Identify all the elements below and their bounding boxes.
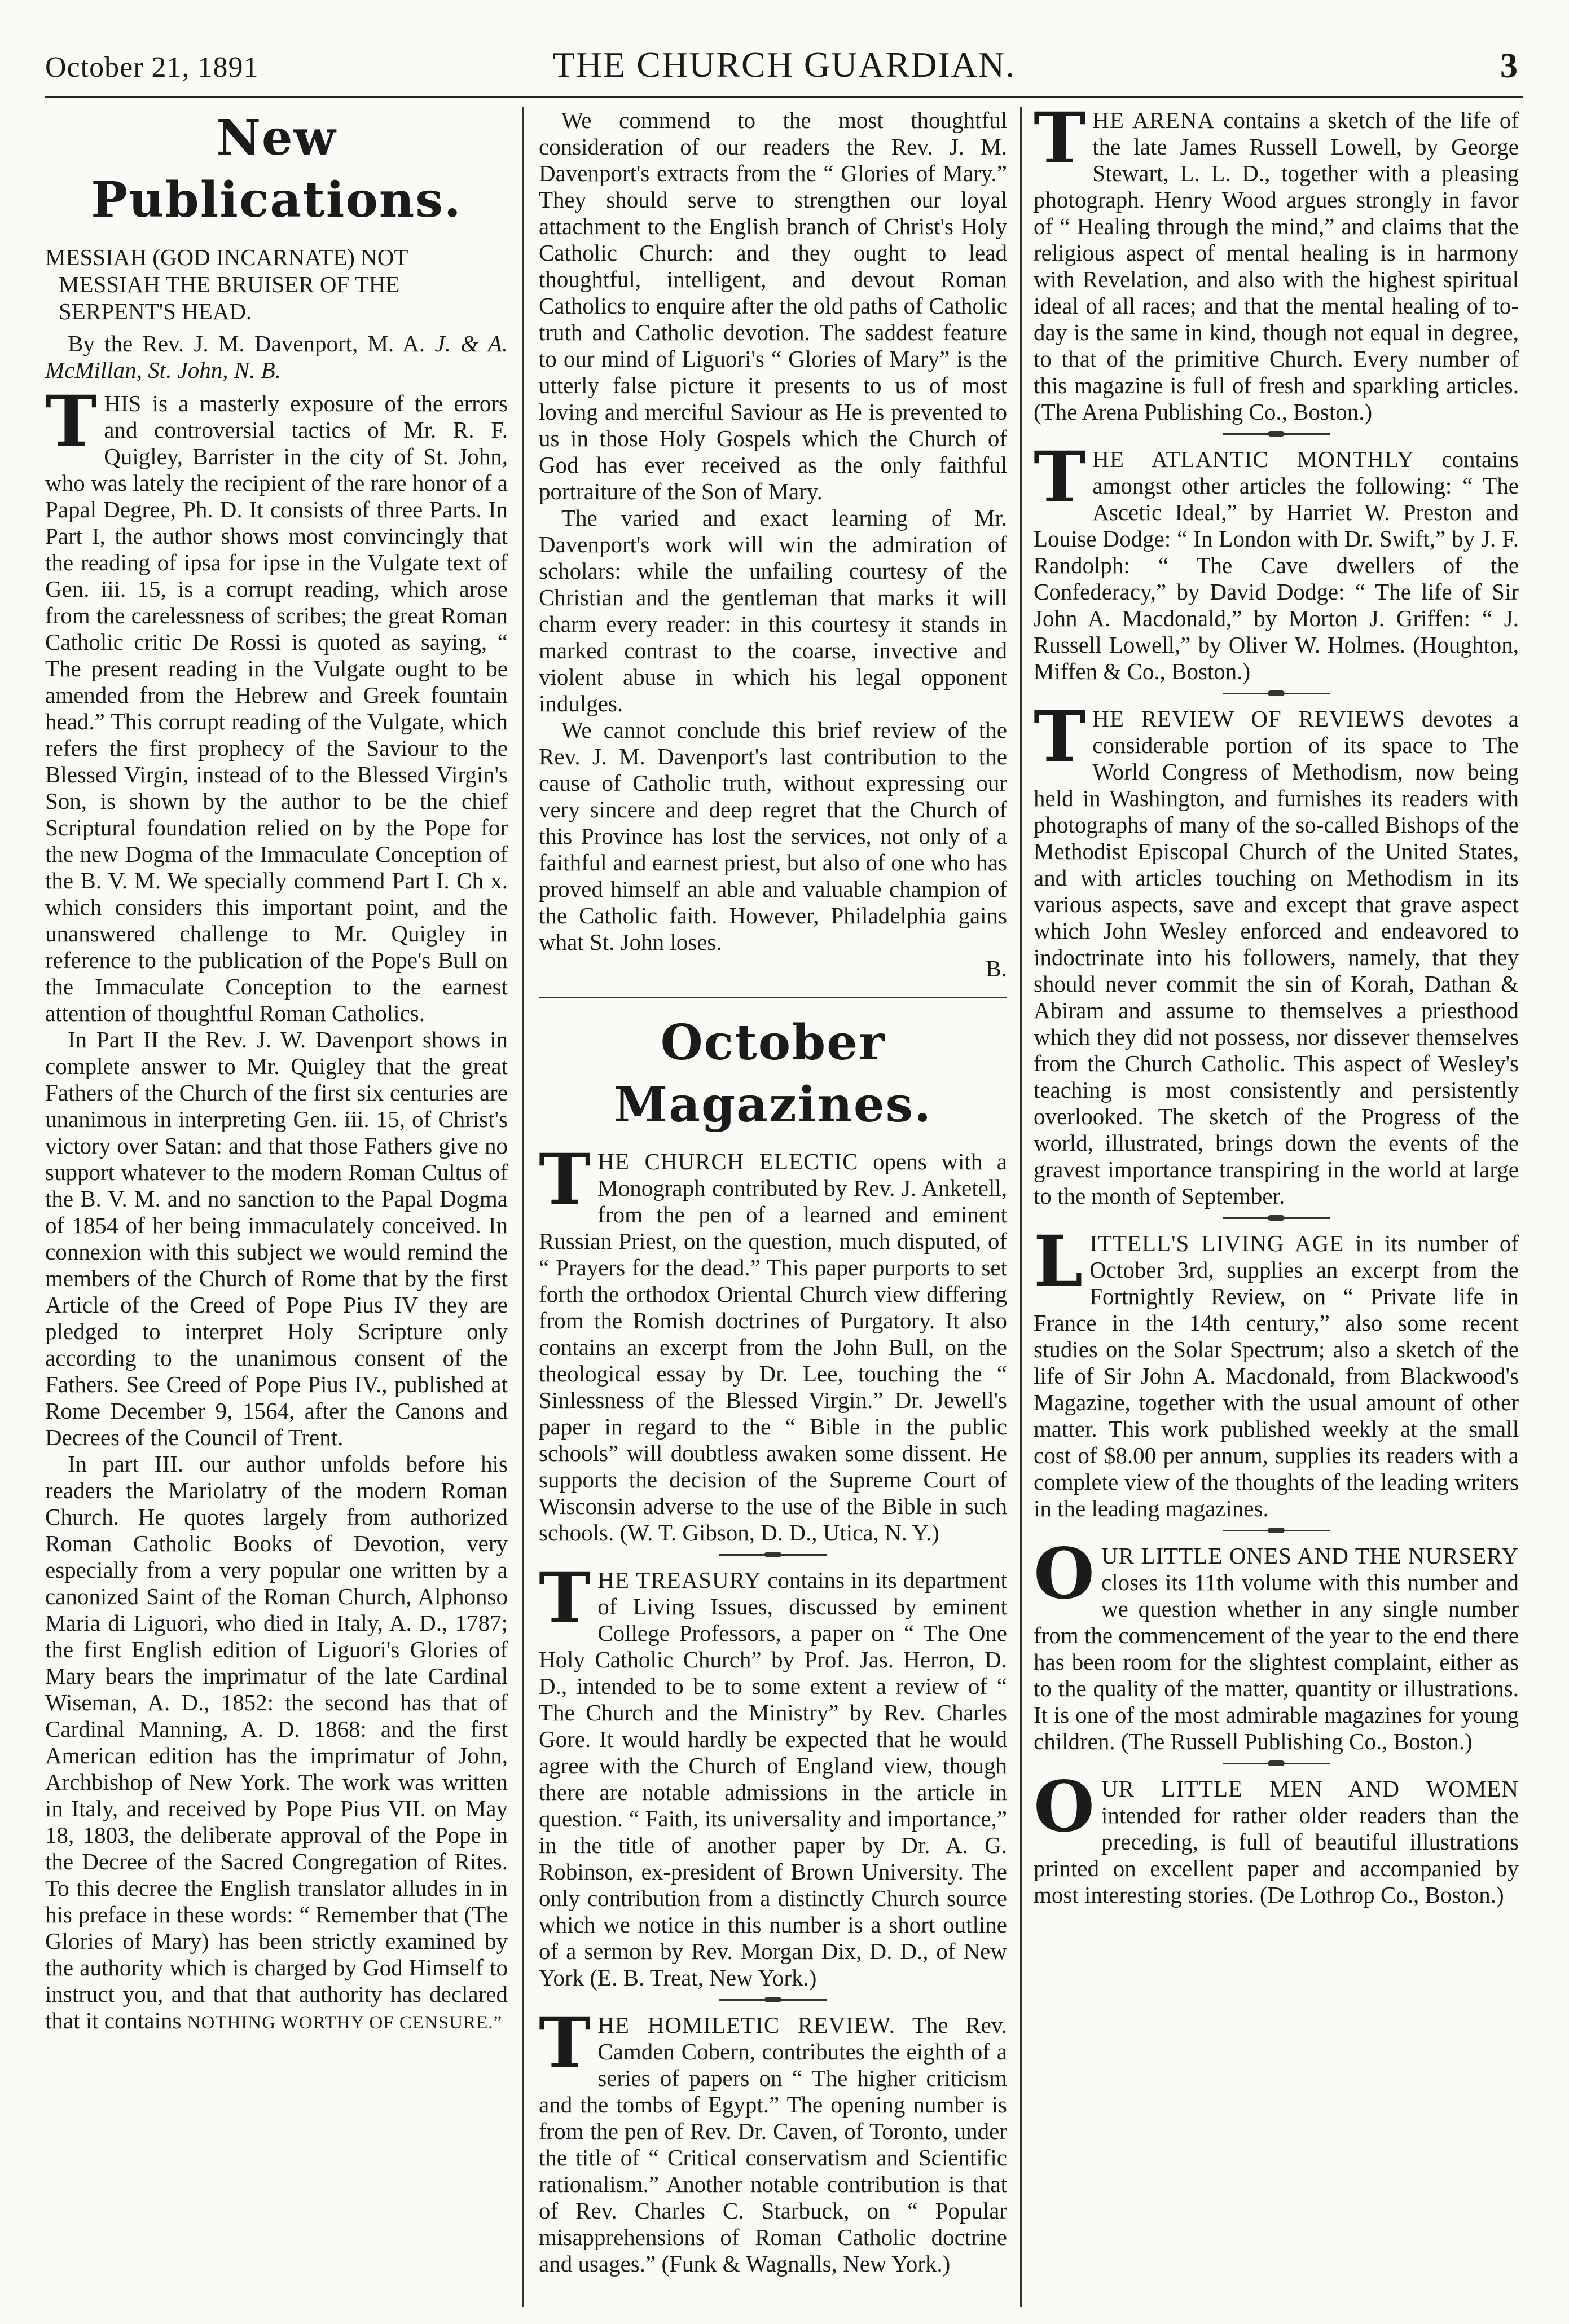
magazine-notice xyxy=(539,1139,1007,1546)
review-paragraph: In Part II the Rev. J. W. Davenport shows in complete answer to Mr. Quigley that the great Fathers of the Church of the first six centuries are unanimous in interpreting Gen. iii. 15, of Christ's victory over Satan: and that those Fathers give no support whatever to the modern Roman Cultus of the B. V. M. and no sanction to the Papal Dogma of 1854 of her being immaculately conceived. In connexion with this subject we would remind the members of the Church of Rome that by the first Article of the Creed of Pope Pius IV they are pledged to interpret Holy Scripture only according to the unanimous consent of the Fathers. See Creed of Pope Pius IV., published at Rome December 9, 1564, after the Canons and Decrees of the Council of Trent. xyxy=(45,1027,508,1450)
magazine-name: HE REVIEW OF REVIEWS xyxy=(1092,706,1405,732)
paragraph-text: HIS is a masterly exposure of the errors and controversial tactics of Mr. R. F. Quigley, Barrister in the city of St. John, who was lately the recipient of the rare honor of a Papal Degree, Ph. D. It consists of three Parts. In Part I, the author shows most convincingly that the reading of ipsa for ipse in the Vulgate text of Gen. iii. 15, is a corrupt reading, which arose from the carelessness of scribes; the great Roman Catholic critic De Rossi is quoted as saying, “ The present reading in the Vulgate ought to be amended from the Hebrew and Greek fountain head.” This corrupt reading of the Vulgate, which refers the first prophecy of the Saviour to the Blessed Virgin, instead of to the Blessed Virgin's Son, is shown by the author to be the chief Scriptural foundation relied on by the Pope for the new Dogma of the Immaculate Conception of the B. V. M. We specially commend Part I. Ch x. which considers this important point, and the unanswered challenge to Mr. Quigley in reference to the publication of the Pope's Bull on the Immaculate Conception to the earnest attention of thoughtful Roman Catholics. xyxy=(45,390,508,1026)
ornament-divider xyxy=(1223,1763,1330,1764)
magazine-notice xyxy=(539,2002,1007,2277)
drop-cap: O xyxy=(1034,1766,1095,1848)
magazine-notice xyxy=(539,1557,1007,1991)
magazine-notice xyxy=(1034,696,1519,1209)
review-paragraph xyxy=(45,1451,508,2036)
magazine-name: HE ATLANTIC MONTHLY xyxy=(1092,446,1414,472)
drop-cap: T xyxy=(539,1139,591,1221)
drop-cap: T xyxy=(539,1557,591,1639)
page-number: 3 xyxy=(1500,47,1518,85)
magazine-name: HE TREASURY xyxy=(597,1567,762,1593)
magazine-notice xyxy=(1034,437,1519,685)
magazine-notice xyxy=(1034,1766,1519,1908)
signature: B. xyxy=(986,956,1007,981)
section-heading-october-magazines: October Magazines. xyxy=(614,1014,932,1133)
drop-cap: T xyxy=(45,381,98,463)
notice-text: devotes a considerable portion of its space to The World Congress of Methodism, now being held in Washington, and furnishes its readers with photographs of many of the so-called Bishops of the Methodist Episcopal Church of the United States, and with articles touching on Methodism in its various aspects, save and except that grave aspect which John Wesley enforced and endeavored to indoctrinate into his followers, namely, that they should never commit the sin of Korah, Dathan & Abiram and assume to themselves a priesthood which they did not possess, nor dissever themselves from the Church Catholic. This aspect of Wesley's teaching is most consistently and persistently overlooked. The sketch of the Progress of the world, illustrated, brings down the events of the gravest importance transpiring in the world at large to the month of September. xyxy=(1034,706,1519,1209)
magazine-name: UR LITTLE ONES AND THE NURSERY xyxy=(1101,1543,1519,1569)
magazine-notice xyxy=(1034,107,1519,425)
column-2 xyxy=(539,107,1007,2307)
ornament-divider xyxy=(1223,433,1330,435)
magazine-notice xyxy=(1034,1533,1519,1755)
review-paragraph xyxy=(45,381,508,1027)
small-caps-text: NOTHING WORTHY OF CENSURE.” xyxy=(187,2013,503,2033)
column-divider xyxy=(522,107,524,2307)
ornament-divider xyxy=(1223,1217,1330,1219)
byline-author: By the Rev. J. M. Davenport, M. A. xyxy=(68,331,425,356)
column-3 xyxy=(1034,107,1519,2307)
ornament-divider xyxy=(1223,1530,1330,1531)
notice-text: The Rev. Camden Cobern, contributes the eighth of a series of papers on “ The higher criticism and the tombs of Egypt.” The opening number is from the pen of Rev. Dr. Caven, of Toronto, under the title of “ Critical conservatism and Scientific rationalism.” Another notable contribution is that of Rev. Charles C. Starbuck, on “ Popular misapprehensions of Roman Catholic doctrine and usages.” (Funk & Wagnalls, New York.) xyxy=(539,2012,1007,2277)
section-divider xyxy=(539,997,1007,998)
drop-cap: T xyxy=(1034,437,1086,518)
notice-text: contains a sketch of the life of the late James Russell Lowell, by George Stewart, L. L. D., together with a pleasing photograph. Henry Wood argues strongly in favor of “ Healing through the mind,” and claims that the religious aspect of mental healing is in harmony with Revelation, and also with the highest spiritual ideal of all races; and that the mental healing of to-day is the same in kind, though not equal in degree, to that of the primitive Church. Every number of this magazine is full of fresh and sparkling articles. (The Arena Publishing Co., Boston.) xyxy=(1034,107,1519,425)
ornament-divider xyxy=(719,1554,827,1556)
drop-cap: T xyxy=(1034,696,1086,778)
drop-cap: O xyxy=(1034,1533,1095,1615)
issue-date: October 21, 1891 xyxy=(45,51,259,83)
newspaper-title: THE CHURCH GUARDIAN. xyxy=(552,45,1016,85)
paragraph-text: In part III. our author unfolds before his readers the Mariolatry of the modern Roman Church. He quotes largely from authorized Roman Catholic Books of Devotion, very especially from a very popular one written by a canonized Saint of the Roman Church, Alphonso Maria di Liguori, who died in Italy, A. D., 1787; the first English edition of Liguori's Glories of Mary bears the imprimatur of the late Cardinal Wiseman, A. D., 1852: the second has that of Cardinal Manning, A. D. 1868: and the first American edition has the imprimatur of John, Archbishop of New York. The work was written in Italy, and received by Pope Pius VII. on May 18, 1803, the deliberate approval of the Pope in the Decree of the Sacred Congregation of Rites. To this decree the English translator alludes in in his preface in these words: “ Remember that (The Glories of Mary) has been strictly examined by the authority which is charged by God Himself to instruct you, and that that authority has declared that it contains xyxy=(45,1451,508,2034)
byline-publisher: J. & A. McMillan, St. John, N. B. xyxy=(45,331,508,383)
magazine-name: UR LITTLE MEN AND WOMEN xyxy=(1101,1776,1519,1802)
notice-text: opens with a Monograph contributed by Rev. J. Anketell, from the pen of a learned and eminent Russian Priest, on the question, much disputed, of “ Prayers for the dead.” This paper purports to set forth the orthodox Oriental Church view differing from the Romish doctrines of Purgatory. It also contains an excerpt from the John Bull, on the theological essay by Dr. Lee, touching the “ Sinlessness of the Blessed Virgin.” Dr. Jewell's paper in regard to the “ Bible in the public schools” will doubtless awaken some dissent. He supports the decision of the Supreme Court of Wisconsin adverse to the use of the Bible in such schools. (W. T. Gibson, D. D., Utica, N. Y.) xyxy=(539,1148,1007,1546)
page-header xyxy=(45,34,1523,98)
notice-text: closes its 11th volume with this number and we question whether in any single number from the commencement of the year to the end there has been room for the slightest complaint, either as to the quality of the matter, quantity or illustrations. It is one of the most admirable magazines for young children. (The Russell Publishing Co., Boston.) xyxy=(1034,1569,1519,1754)
byline xyxy=(45,331,508,384)
magazine-name: HE HOMILETIC REVIEW. xyxy=(597,2012,895,2038)
drop-cap: T xyxy=(539,2002,591,2084)
ornament-divider xyxy=(1223,693,1330,694)
notice-text: in its number of October 3rd, supplies an excerpt from the Fortnightly Review, on “ Private life in France in the 14th century,” also some recent studies on the Solar Spectrum; also a sketch of the life of Sir John A. Macdonald, from Blackwood's Magazine, together with the usual amount of other matter. This work published weekly at the small cost of $8.00 per annum, supplies its readers with a complete view of the thoughts of the leading writers in the leading magazines. xyxy=(1034,1230,1519,1521)
section-heading-new-publications: New Publications. xyxy=(91,109,462,228)
notice-text: contains amongst other articles the following: “ The Ascetic Ideal,” by Harriet W. Preston and Louise Dodge: “ In London with Dr. Swift,” by J. F. Randolph: “ The Cave dwellers of the Confederacy,” by David Dodge: “ The life of Sir John A. Macdonald,” by Morton J. Griffen: “ J. Russell Lowell,” by Oliver W. Holmes. (Houghton, Miffen & Co., Boston.) xyxy=(1034,446,1519,684)
magazine-name: HE CHURCH ELECTIC xyxy=(597,1148,859,1174)
book-title: MESSIAH (GOD INCARNATE) NOT MESSIAH THE BRUISER OF THE SERPENT'S HEAD. xyxy=(45,244,408,324)
notice-text: intended for rather older readers than the preceding, is full of beautiful illustrations printed on excellent paper and accompanied by most interesting stories. (De Lothrop Co., Boston.) xyxy=(1034,1802,1519,1908)
review-paragraph: We cannot conclude this brief review of the Rev. J. M. Davenport's last contribution to the cause of Catholic truth, without expressing our very sincere and deep regret that the Church of this Province has lost the services, not only of a faithful and earnest priest, but also of one who has proved himself an able and valuable champion of the Catholic faith. However, Philadelphia gains what St. John loses. xyxy=(539,717,1007,955)
drop-cap: L xyxy=(1034,1221,1083,1302)
review-paragraph: We commend to the most thoughtful consideration of our readers the Rev. J. M. Davenport's extracts from the “ Glories of Mary.” They should serve to strengthen our loyal attachment to the English branch of Christ's Holy Catholic Church: and they ought to lead thoughtful, intelligent, and devout Roman Catholics to enquire after the old paths of Catholic truth and Catholic devotion. The saddest feature to our mind of Liguori's “ Glories of Mary” is the utterly false picture it presents to us of most loving and merciful Saviour as He is prevented to us in those Holy Gospels which the Church of God has ever received as the only faithful portraiture of the Son of Mary. xyxy=(539,107,1007,504)
column-1 xyxy=(45,107,508,2307)
ornament-divider xyxy=(719,1999,827,2001)
column-divider xyxy=(1020,107,1022,2307)
magazine-name: HE ARENA xyxy=(1092,107,1215,133)
review-paragraph: The varied and exact learning of Mr. Davenport's work will win the admiration of scholars: while the unfailing courtesy of the Christian and the gentleman that marks it will charm every reader: in this courtesy it stands in marked contrast to the coarse, invective and violent abuse in which his legal opponent indulges. xyxy=(539,505,1007,716)
drop-cap: T xyxy=(1034,107,1086,179)
notice-text: contains in its department of Living Issues, discussed by eminent College Professors, a paper on “ The One Holy Catholic Church” by Prof. Jas. Herron, D. D., intended to be to some extent a review of “ The Church and the Ministry” by Rev. Charles Gore. It would hardly be expected that he would agree with the Church of England view, though there are notable admissions in the article in question. “ Faith, its universality and importance,” in the title of another paper by Dr. A. G. Robinson, ex-president of Brown University. The only contribution from a distinctly Church source which we notice in this number is a short outline of a sermon by Rev. Morgan Dix, D. D., of New York (E. B. Treat, New York.) xyxy=(539,1567,1007,1991)
magazine-name: ITTELL'S LIVING AGE xyxy=(1089,1230,1344,1256)
magazine-notice xyxy=(1034,1221,1519,1522)
